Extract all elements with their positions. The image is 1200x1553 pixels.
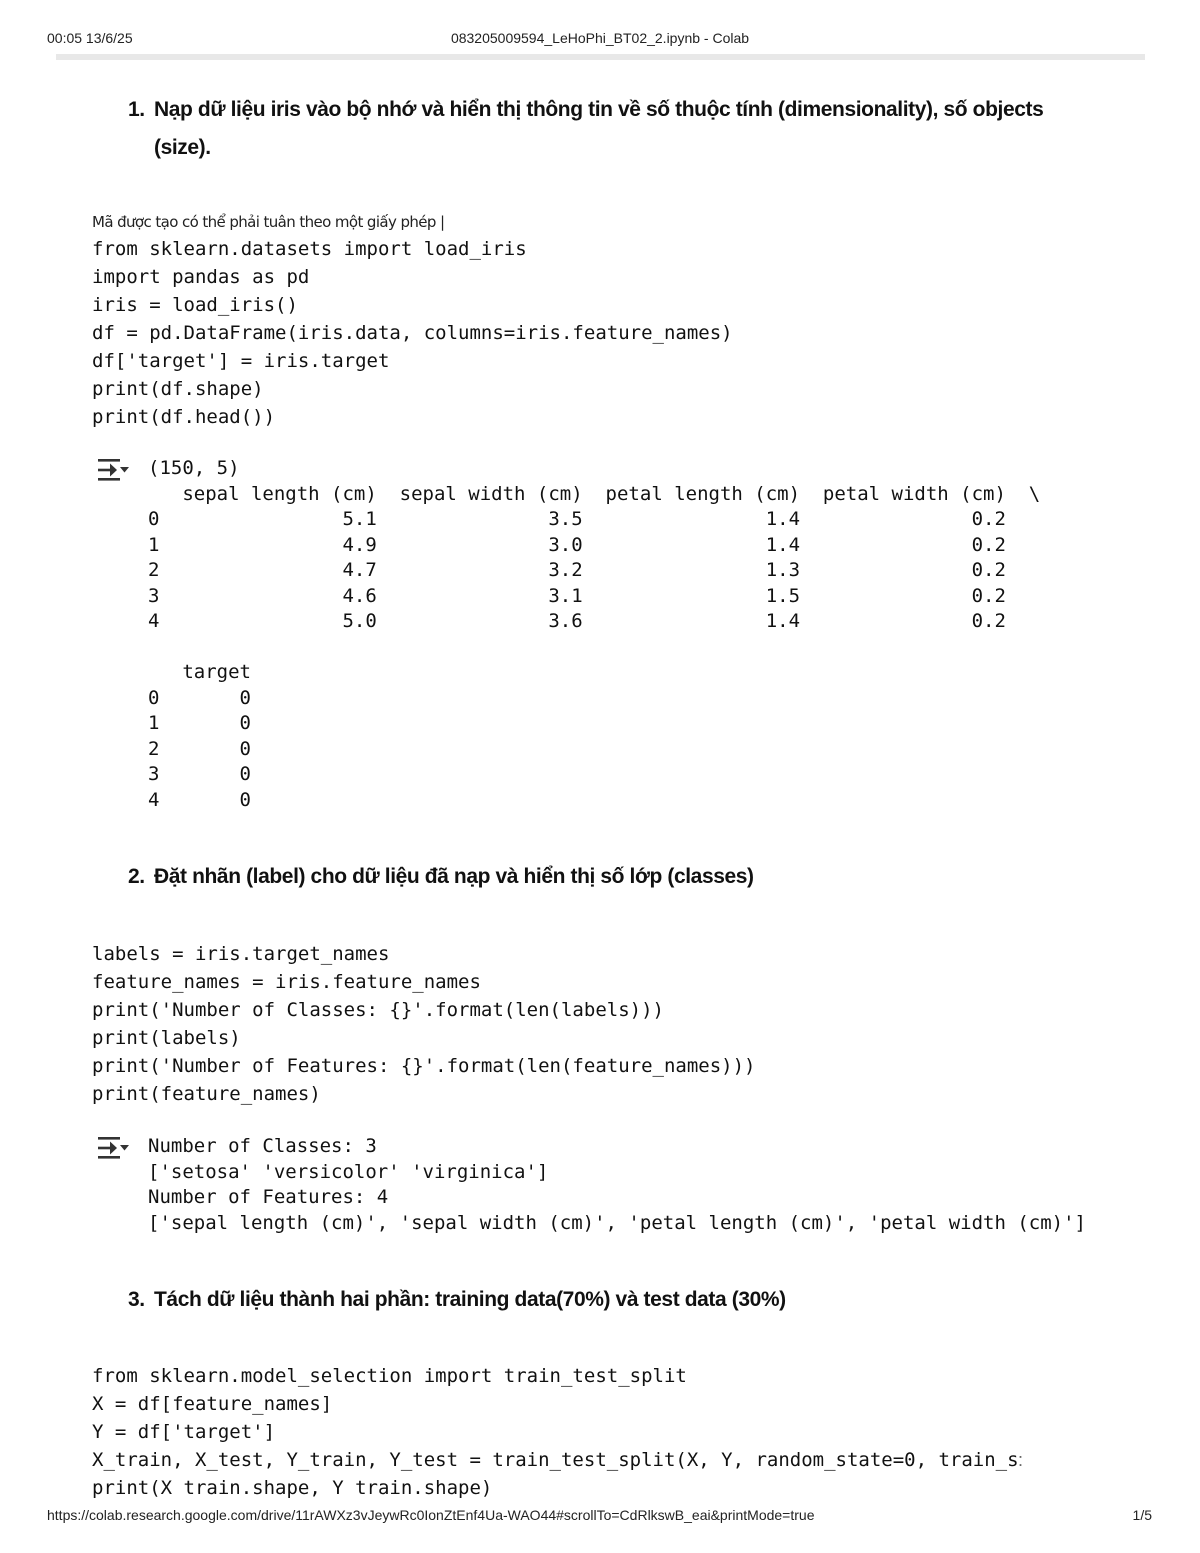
section-heading-text: Đặt nhãn (label) cho dữ liệu đã nạp và hiển thị số lớp (classes)	[154, 865, 754, 888]
print-datetime: 00:05 13/6/25	[47, 30, 133, 46]
license-notice: Mã được tạo có thể phải tuân theo một giấy phép |	[92, 213, 445, 231]
section-heading-text: Nạp dữ liệu iris vào bộ nhớ và hiển thị thông tin về số thuộc tính (dimensionality), số objects	[154, 98, 1044, 121]
code-cell-1[interactable]: from sklearn.datasets import load_iris import pandas as pd iris = load_iris() df = pd.DataFrame(iris.data, columns=iris.feature_names) df['target'] = iris.target print(df.shape) print(df.head())	[92, 238, 733, 428]
header-divider	[56, 54, 1145, 60]
output-collapse-icon[interactable]	[96, 456, 130, 484]
section-number: 2.	[128, 865, 145, 888]
output-cell-1: (150, 5) sepal length (cm) sepal width (cm) petal length (cm) petal width (cm) \ 0 5.1 3.5 1.4 0.2 1 4.9 3.0 1.4 0.2 2 4.7 3.2 1.3 0.2 3 4.6 3.1 1.5 0.2 4 5.0 3.6 1.4 0.2 target 0 0 1 0 2 0 3 0 4 0	[148, 457, 1041, 811]
section-number: 1.	[128, 98, 145, 121]
output-cell-2: Number of Classes: 3 ['setosa' 'versicolor' 'virginica'] Number of Features: 4 ['sepal length (cm)', 'sepal width (cm)', 'petal length (cm)', 'petal width (cm)']	[148, 1135, 1086, 1234]
document-title: 083205009594_LeHoPhi_BT02_2.ipynb - Colab	[450, 30, 750, 46]
footer-url: https://colab.research.google.com/drive/11rAWXz3vJeywRc0IonZtEnf4Ua-WAO44#scrollTo=CdRlkswB_eai&printMode=true	[47, 1507, 815, 1523]
section-number: 3.	[128, 1288, 145, 1311]
section-heading-text-cont: (size).	[154, 136, 211, 159]
section-heading-text: Tách dữ liệu thành hai phần: training data(70%) và test data (30%)	[154, 1288, 786, 1311]
section-heading-1	[128, 91, 1128, 167]
section-heading-3	[128, 1281, 1128, 1319]
code-cell-3[interactable]: from sklearn.model_selection import train_test_split X = df[feature_names] Y = df['target'] X_train, X_test, Y_train, Y_test = train_test_split(X, Y, random_state=0, train_s print(X train.shape, Y train.shape)	[92, 1365, 1019, 1499]
code-cell-2[interactable]: labels = iris.target_names feature_names = iris.feature_names print('Number of Classes: {}'.format(len(labels))) print(labels) print('Number of Features: {}'.format(len(feature_names))) print(feature_names)	[92, 943, 756, 1105]
page-number: 1/5	[1132, 1507, 1152, 1523]
overflow-ellipsis: :	[1018, 1450, 1024, 1470]
section-heading-2	[128, 858, 1128, 896]
output-collapse-icon[interactable]	[96, 1134, 130, 1162]
